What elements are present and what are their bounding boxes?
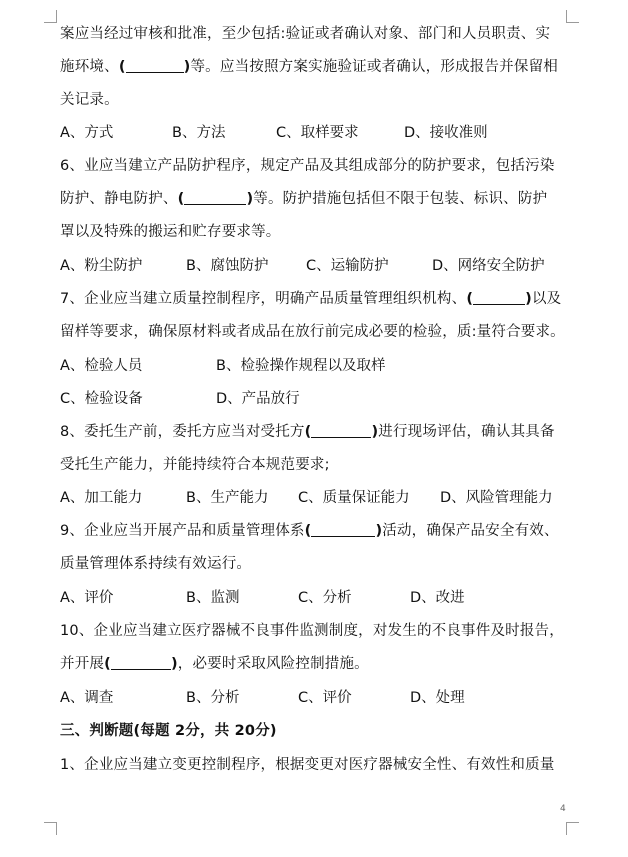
q10-line-2: [60, 654, 369, 674]
q8-option-c: C、质量保证能力: [298, 490, 410, 506]
q6-line-2-text-b: 等。防护措施包括但不限于包装、标识、防护: [253, 191, 548, 207]
q4-line-3: 关记录。: [60, 92, 119, 108]
q7-option-a: A、检验人员: [60, 358, 143, 374]
q8-option-b: B、生产能力: [186, 490, 269, 506]
blank-open-paren: (: [104, 656, 111, 672]
blank-underline: [311, 423, 371, 438]
q6-line-3: 罩以及特殊的搬运和贮存要求等。: [60, 224, 281, 240]
q4-line-2-text-a: 施环境、: [60, 59, 119, 75]
answer-blank[interactable]: [119, 57, 191, 77]
q4-line-1: 案应当经过审核和批准，至少包括:验证或者确认对象、部门和人员职责、实: [60, 26, 551, 42]
q8-option-d: D、风险管理能力: [440, 490, 553, 506]
q4-line-2: [60, 57, 558, 77]
q7-line-1: [60, 289, 561, 309]
crop-mark-bottom-left: [44, 822, 57, 835]
q7-option-b: B、检验操作规程以及取样: [216, 358, 386, 374]
q4-option-c: C、取样要求: [276, 125, 359, 141]
section-heading: 三、判断题(每题 2分，共 20分): [60, 723, 277, 739]
q9-line-1-text-b: 活动，确保产品安全有效、: [382, 523, 559, 539]
q8-line-2: 受托生产能力，并能持续符合本规范要求;: [60, 457, 330, 473]
blank-underline: [126, 58, 184, 73]
q6-option-a: A、粉尘防护: [60, 258, 143, 274]
q10-line-2-text-a: 并开展: [60, 656, 105, 672]
q10-line-1: 10、企业应当建立医疗器械不良事件监测制度，对发生的不良事件及时报告，: [60, 623, 564, 639]
q6-line-2: [60, 189, 547, 209]
blank-open-paren: (: [118, 59, 126, 75]
q9-option-b: B、监测: [186, 590, 240, 606]
blank-underline: [311, 522, 375, 537]
q7-line-2: 留样等要求，确保原材料或者成品在放行前完成必要的检验，质:量符合要求。: [60, 324, 565, 340]
q6-line-2-text-a: 防护、静电防护、: [60, 191, 178, 207]
blank-underline: [184, 190, 246, 205]
q7-option-d: D、产品放行: [216, 391, 300, 407]
answer-blank[interactable]: [305, 521, 383, 541]
q8-line-1: [60, 422, 555, 442]
blank-close-paren: ): [371, 424, 379, 440]
q6-option-b: B、腐蚀防护: [186, 258, 269, 274]
answer-blank[interactable]: [466, 289, 532, 309]
blank-open-paren: (: [304, 424, 312, 440]
q8-line-1-text-a: 8、委托生产前，委托方应当对受托方: [60, 424, 305, 440]
q7-option-c: C、检验设备: [60, 391, 143, 407]
blank-close-paren: ): [170, 656, 178, 672]
blank-underline: [473, 290, 525, 305]
answer-blank[interactable]: [104, 654, 178, 674]
q8-line-1-text-b: 进行现场评估，确认其具备: [378, 424, 555, 440]
crop-mark-bottom-right: [566, 822, 579, 835]
q8-option-a: A、加工能力: [60, 490, 143, 506]
q9-line-1-text-a: 9、企业应当开展产品和质量管理体系: [60, 523, 305, 539]
q4-option-d: D、接收准则: [404, 125, 488, 141]
q6-option-d: D、网络安全防护: [432, 258, 545, 274]
q6-option-c: C、运输防护: [306, 258, 389, 274]
crop-mark-top-left: [44, 10, 57, 23]
blank-open-paren: (: [177, 191, 185, 207]
s3-q1-line-1: 1、企业应当建立变更控制程序，根据变更对医疗器械安全性、有效性和质量: [60, 757, 555, 773]
blank-close-paren: ): [183, 59, 191, 75]
q9-line-1: [60, 521, 559, 541]
q4-option-b: B、方法: [172, 125, 226, 141]
q9-line-2: 质量管理体系持续有效运行。: [60, 556, 252, 572]
blank-close-paren: ): [375, 523, 383, 539]
blank-open-paren: (: [304, 523, 312, 539]
q4-option-a: A、方式: [60, 125, 114, 141]
q6-line-1: 6、业应当建立产品防护程序，规定产品及其组成部分的防护要求，包括污染: [60, 158, 555, 174]
q10-option-d: D、处理: [410, 690, 465, 706]
crop-mark-top-right: [566, 10, 579, 23]
q7-line-1-text-b: 以及: [531, 291, 562, 307]
q9-option-a: A、评价: [60, 590, 114, 606]
blank-close-paren: ): [525, 291, 532, 307]
blank-close-paren: ): [246, 191, 254, 207]
q10-line-2-text-b: ，必要时采取风险控制措施。: [177, 656, 369, 672]
page-number: 4: [560, 804, 566, 814]
q10-option-a: A、调查: [60, 690, 114, 706]
answer-blank[interactable]: [305, 422, 379, 442]
q9-option-c: C、分析: [298, 590, 352, 606]
blank-underline: [111, 655, 171, 670]
answer-blank[interactable]: [178, 189, 254, 209]
q4-line-2-text-b: 等。应当按照方案实施验证或者确认，形成报告并保留相: [190, 59, 558, 75]
q9-option-d: D、改进: [410, 590, 465, 606]
blank-open-paren: (: [466, 291, 474, 307]
q10-option-c: C、评价: [298, 690, 352, 706]
q10-option-b: B、分析: [186, 690, 240, 706]
q7-line-1-text-a: 7、企业应当建立质量控制程序，明确产品质量管理组织机构、: [60, 291, 467, 307]
